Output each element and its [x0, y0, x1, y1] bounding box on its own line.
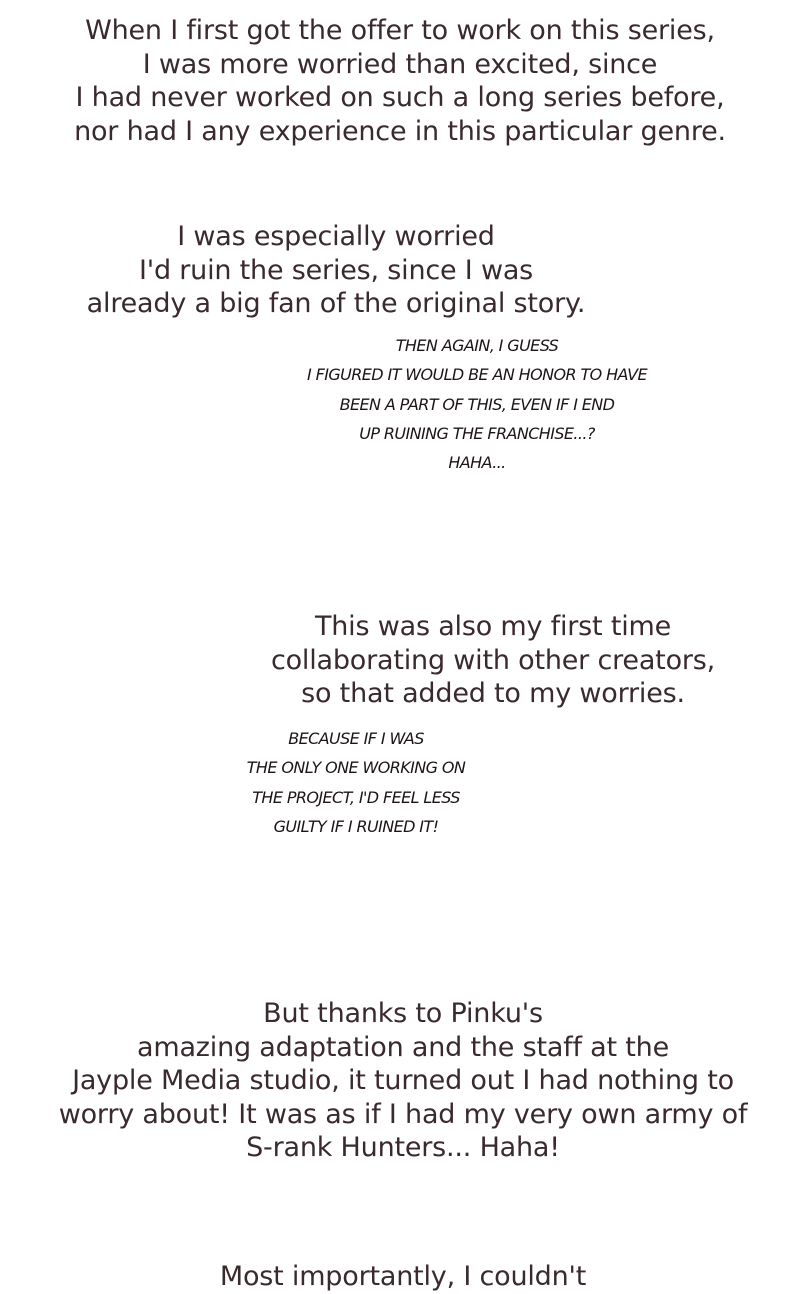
note-line: UP RUINING THE FRANCHISE...?: [359, 423, 595, 443]
text-line: I was especially worried: [177, 221, 495, 252]
text-line: so that added to my worries.: [301, 678, 685, 709]
note-line: GUILTY IF I RUINED IT!: [273, 816, 439, 836]
text-line: collaborating with other creators,: [270, 644, 716, 676]
text-line: already a big fan of the original story.: [86, 288, 586, 319]
text-line: But thanks to Pinku's: [263, 998, 543, 1029]
note-line: I FIGURED IT WOULD BE AN HONOR TO HAVE: [307, 365, 647, 385]
text-line: I was more worried than excited, since: [142, 48, 658, 80]
text-line: I had never worked on such a long series before,: [75, 82, 725, 113]
text-line: amazing adaptation and the staff at the: [137, 1031, 669, 1063]
note-line: BEEN A PART OF THIS, EVEN IF I END: [339, 394, 615, 414]
handwritten-note-honor: [257, 331, 697, 477]
text-line: Jayple Media studio, it turned out I had nothing to: [72, 1065, 734, 1096]
text-line: Most importantly, I couldn't: [219, 1261, 587, 1292]
text-line: worry about! It was as if I had my very own army of: [58, 1098, 748, 1130]
paragraph-most-importantly: [0, 1260, 800, 1294]
paragraph-thanks-pinku: [0, 997, 800, 1165]
text-line: When I first got the offer to work on this series,: [85, 15, 715, 46]
text-line: nor had I any experience in this particular genre.: [74, 115, 726, 147]
paragraph-offer-worries: [0, 14, 800, 148]
note-line: THE PROJECT, I'D FEEL LESS: [252, 787, 460, 807]
text-line: I'd ruin the series, since I was: [138, 254, 534, 286]
note-line: HAHA...: [448, 453, 506, 473]
text-line: This was also my first time: [314, 611, 672, 642]
paragraph-collaboration: [233, 610, 753, 711]
paragraph-fan-worries: [36, 220, 636, 321]
note-line: BECAUSE IF I WAS: [288, 729, 424, 748]
text-line: S-rank Hunters... Haha!: [246, 1132, 560, 1163]
handwritten-note-guilty: [206, 724, 506, 841]
note-line: THE ONLY ONE WORKING ON: [246, 758, 466, 778]
note-line: THEN AGAIN, I GUESS: [395, 336, 559, 355]
